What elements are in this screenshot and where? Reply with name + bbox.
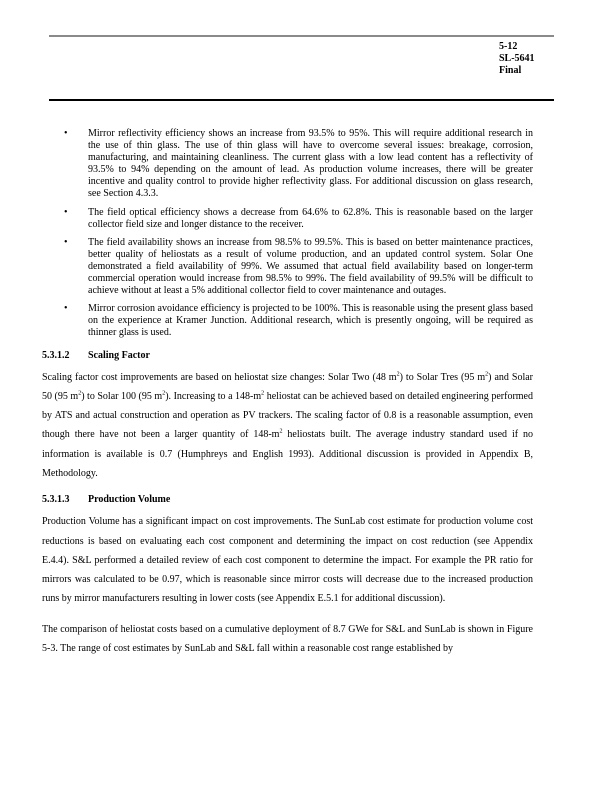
text-run: Scaling factor cost improvements are based on heliostat size changes: Solar Two (48 m (42, 371, 397, 383)
page-header (499, 41, 535, 77)
bullet-item (53, 303, 533, 339)
report-status: Final (499, 65, 522, 76)
bullet-text: The field availability shows an increase from 98.5% to 99.5%. This is based on better maintenance practices, better quality of heliostats as a result of volume production, and an updated control system. Solar One demonstrated a field availability of 99%. We assumed that actual field availability based on longer-term commercial operation would increase from 98.5% to 99%. The field availability of 99.5% will be difficult to achieve without at least a 5% additional collector field to cover maintenance and outages. (88, 236, 533, 297)
bullet-item (53, 128, 533, 201)
bullet-list (53, 128, 533, 340)
bullet-text: Mirror reflectivity efficiency shows an increase from 93.5% to 95%. This will require additional research in the use of thin glass. The use of thin glass will have to overcome several issues: breakage, corrosion, manufacturing, and maintaining cleanliness. The current glass with a low lead content has a reflectivity of 93.5% to 94% depending on the amount of lead. As production volume increases, there will be greater incentive and quality control to provide higher reflectivity glass. For additional discussion on glass research, see Section 4.3.3. (88, 128, 533, 200)
paragraph: Production Volume has a significant impact on cost improvements. The SunLab cost estimate for production volume cost reductions is based on evaluating each cost component and determining the impact on cost reduction (see Appendix E.4.4). S&L performed a detailed review of each cost component to determine the impact. For example the PR ratio for mirrors was calculated to be 0.97, which is reasonable since mirror costs will decrease due to the increased production runs by mirror manufacturers resulting in lower costs (see Appendix E.5.1 for additional discussion). (42, 516, 533, 605)
header-rule-top (49, 35, 554, 37)
report-id: SL-5641 (499, 53, 535, 64)
section-scaling-factor (42, 350, 533, 484)
section-number: 5.3.1.3 (42, 494, 70, 506)
section-number: 5.3.1.2 (42, 349, 70, 361)
bullet-icon: • (64, 128, 68, 139)
text-run: ) to Solar 100 (95 m (81, 390, 163, 402)
superscript: 2 (485, 371, 489, 378)
section-title: Scaling Factor (88, 349, 150, 361)
section-heading (42, 350, 533, 362)
page-number: 5-12 (499, 41, 518, 52)
bullet-item (53, 207, 533, 231)
page-body (42, 128, 533, 669)
text-run: heliostats built. The average industry standard used if no information is available is 0.7 (Humphreys and English 1993). Additional discussion is provided in Appendix B, Methodology. (42, 429, 533, 479)
section-heading (42, 494, 533, 506)
text-run: heliostat can be achieved based on detailed engineering performed by ATS and actual construction and operation as PV trackers. The scaling factor of 0.8 is a reasonable assumption, even though there have not been a larger quantity of 148-m (42, 390, 533, 441)
superscript: 2 (162, 390, 166, 397)
section-title: Production Volume (88, 494, 171, 506)
section-production-volume (42, 494, 533, 658)
bullet-item (53, 237, 533, 297)
superscript: 2 (279, 429, 283, 436)
text-run: ) to Solar Tres (95 m (399, 371, 486, 383)
superscript: 2 (396, 371, 400, 378)
superscript: 2 (78, 390, 82, 397)
text-run: ) and Solar 50 (95 m (42, 371, 533, 402)
bullet-text: Mirror corrosion avoidance efficiency is projected to be 100%. This is reasonable using the present glass based on the experience at Kramer Junction. Additional research, which is presently ongoing, will be required as thinner glass is used. (88, 303, 533, 339)
paragraph (42, 368, 533, 484)
bullet-text: The field optical efficiency shows a decrease from 64.6% to 62.8%. This is reasonable based on the larger collector field size and longer distance to the receiver. (88, 206, 533, 230)
bullet-icon: • (64, 236, 68, 248)
header-rule-bottom (49, 99, 554, 101)
paragraph: The comparison of heliostat costs based on a cumulative deployment of 8.7 GWe for S&L and SunLab is shown in Figure 5-3. The range of cost estimates by SunLab and S&L fall within a reasonable cost range established by (42, 623, 533, 655)
bullet-icon: • (64, 206, 68, 218)
bullet-icon: • (64, 303, 68, 315)
superscript: 2 (261, 390, 265, 397)
text-run: ). Increasing to a 148-m (165, 390, 262, 402)
